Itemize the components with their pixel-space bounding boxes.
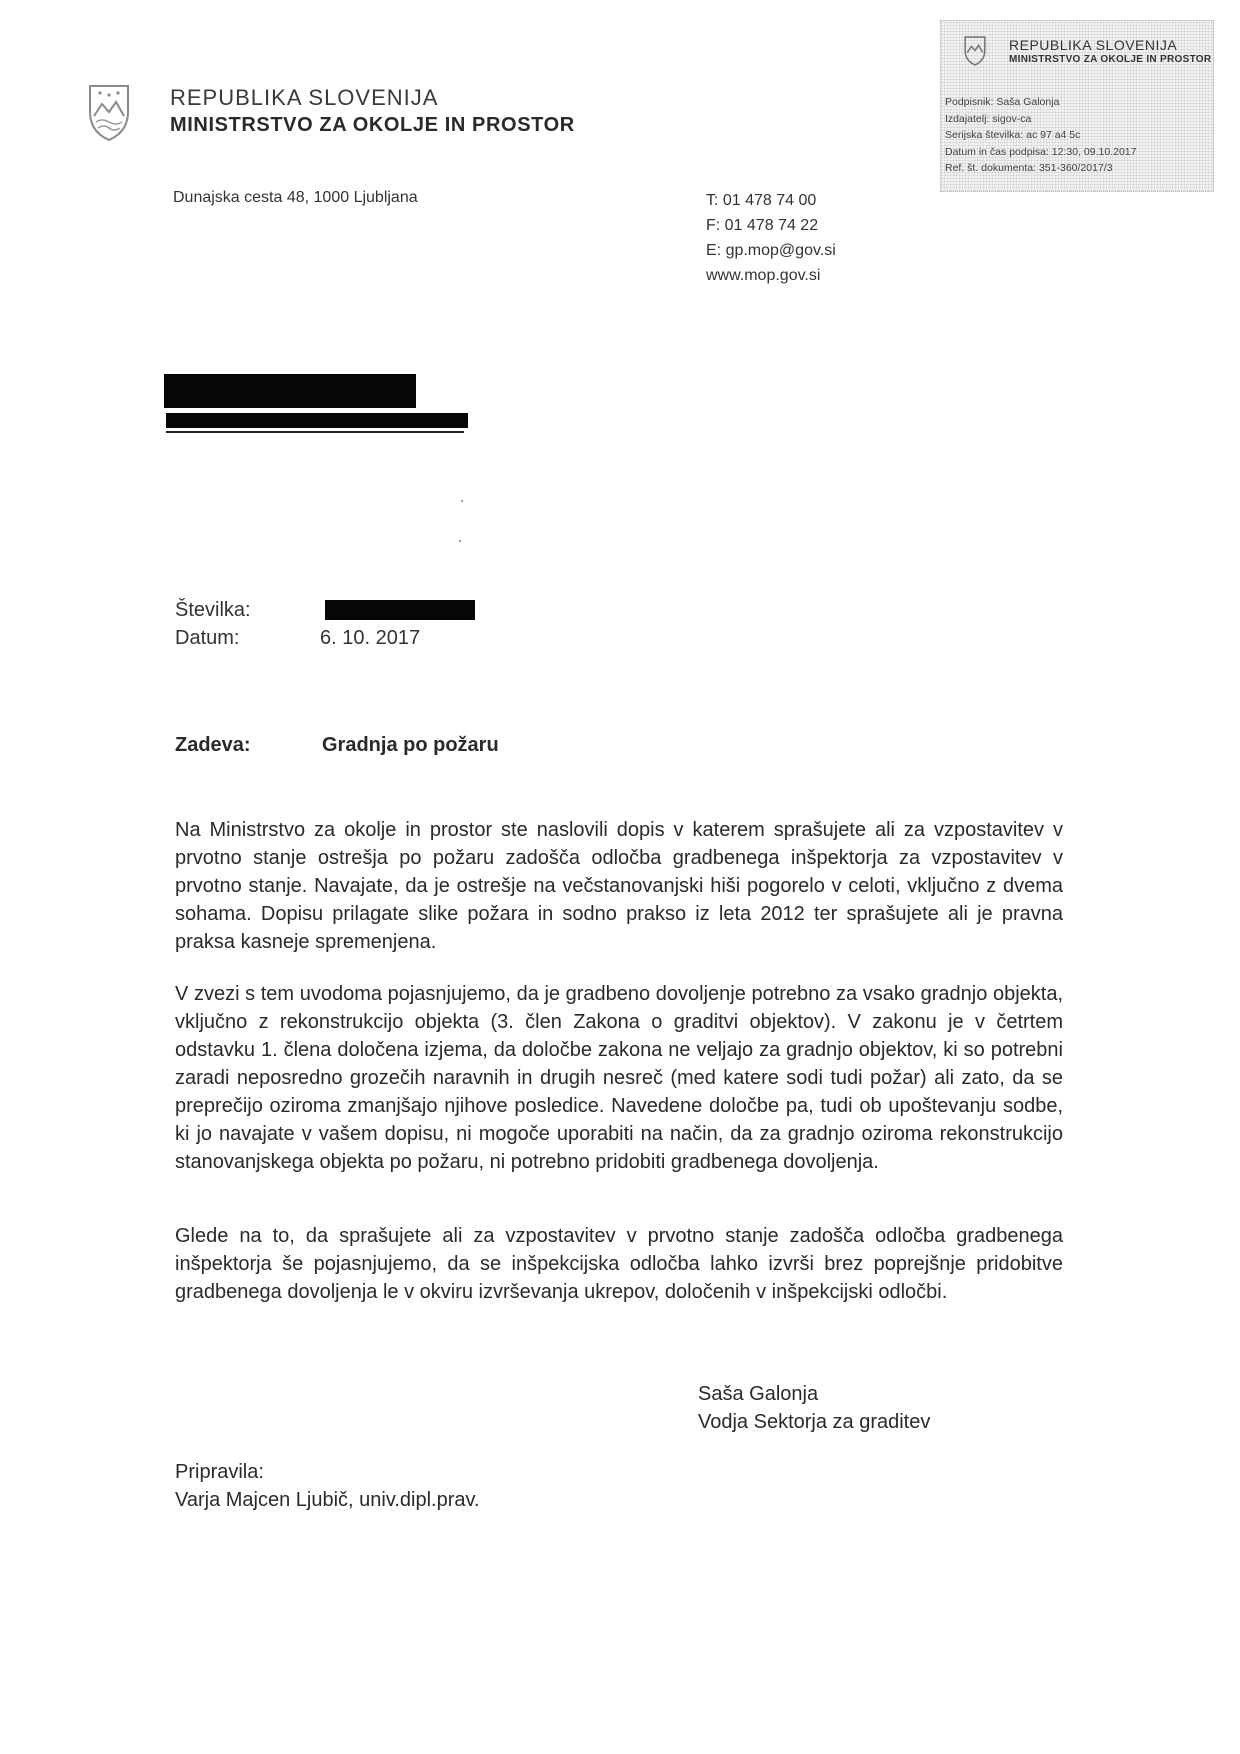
subject-label: Zadeva: [175,734,251,756]
body-paragraph: Na Ministrstvo za okolje in prostor ste naslovili dopis v katerem sprašujete ali za vzpostavitev v prvotno stanje ostrešja po požaru zadošča odločba gradbenega inšpektorja za vzpostavitev v prvotno stanje. Navajate, da je ostrešje na večstanovanjski hiši pogorelo v celoti, vključno z dvema sohama. Dopisu prilagate slike požara in sodno prakso iz leta 2012 ter sprašujete ali je pravna praksa kasneje spremenjena. [175,819,1063,953]
e-signature-stamp [940,20,1214,192]
stamp-issuer: Izdajatelj: sigov-ca [945,112,1032,125]
subject-title: Gradnja po požaru [322,734,499,756]
stamp-header-line2: MINISTRSTVO ZA OKOLJE IN PROSTOR [1009,54,1212,65]
redaction-underline [166,431,464,433]
prepared-by-name: Varja Majcen Ljubič, univ.dipl.prav. [175,1489,480,1511]
ministry-address: Dunajska cesta 48, 1000 Ljubljana [173,189,418,206]
stamp-serial: Serijska številka: ac 97 a4 5c [945,129,1081,141]
signatory-name: Saša Galonja [698,1383,819,1405]
date-value: 6. 10. 2017 [320,627,421,649]
scan-speck [459,540,461,542]
reference-number-label: Številka: [175,599,251,621]
signatory-title: Vodja Sektorja za graditev [698,1411,931,1433]
ministry-name-line1: REPUBLIKA SLOVENIJA [170,85,439,110]
ministry-contact-block [706,188,836,288]
body-paragraph: Glede na to, da sprašujete ali za vzpostavitev v prvotno stanje zadošča odločba gradbenega inšpektorja še pojasnjujemo, da se inšpekcijska odločba lahko izvrši brez poprejšnje pridobitve gradbenega dovoljenja le v okviru izvrševanja ukrepov, določenih v inšpekcijski odločbi. [175,1225,1063,1303]
prepared-by-block [175,1458,480,1514]
signature-block [698,1380,930,1436]
prepared-by-label: Pripravila: [175,1461,264,1483]
stamp-coat-of-arms-icon [963,35,987,67]
stamp-signing-time: Datum in čas podpisa: 12:30, 09.10.2017 [945,145,1137,158]
coat-of-arms-icon [86,82,132,144]
contact-fax: F: 01 478 74 22 [706,217,819,234]
contact-phone: T: 01 478 74 00 [706,192,817,209]
body-paragraph: V zvezi s tem uvodoma pojasnjujemo, da je gradbeno dovoljenje potrebno za vsako gradnjo objekta, vključno z rekonstrukcijo objekta (3. člen Zakona o graditvi objektov). V zakonu je v četrtem odstavku 1. člena določena izjema, da določbe zakona ne veljajo za gradnjo objektov, ki so potrebni zaradi neposredno grozečih naravnih in drugih nesreč (med katere sodi tudi požar) ali zato, da se preprečijo oziroma zmanjšajo njihove posledice. Navedene določbe pa, tudi ob upoštevanju sodbe, ki jo navajate v vašem dopisu, ni mogoče uporabiti na način, da za gradnjo oziroma rekonstrukcijo stanovanjskega objekta po požaru, ni potrebno pridobiti gradbenega dovoljenja. [175,983,1063,1173]
ministry-name-line2: MINISTRSTVO ZA OKOLJE IN PROSTOR [170,114,575,136]
contact-website: www.mop.gov.si [706,267,821,284]
stamp-details [945,94,1136,177]
redacted-recipient-address [166,413,468,428]
stamp-header-line1: REPUBLIKA SLOVENIJA [1009,37,1178,53]
stamp-signer: Podpisnik: Saša Galonja [945,96,1060,108]
redacted-recipient-name [164,374,416,408]
redacted-reference-number [325,600,475,620]
contact-email: E: gp.mop@gov.si [706,242,836,259]
date-label: Datum: [175,627,240,649]
scan-speck [461,500,463,502]
stamp-document-reference: Ref. št. dokumenta: 351-360/2017/3 [945,162,1113,174]
